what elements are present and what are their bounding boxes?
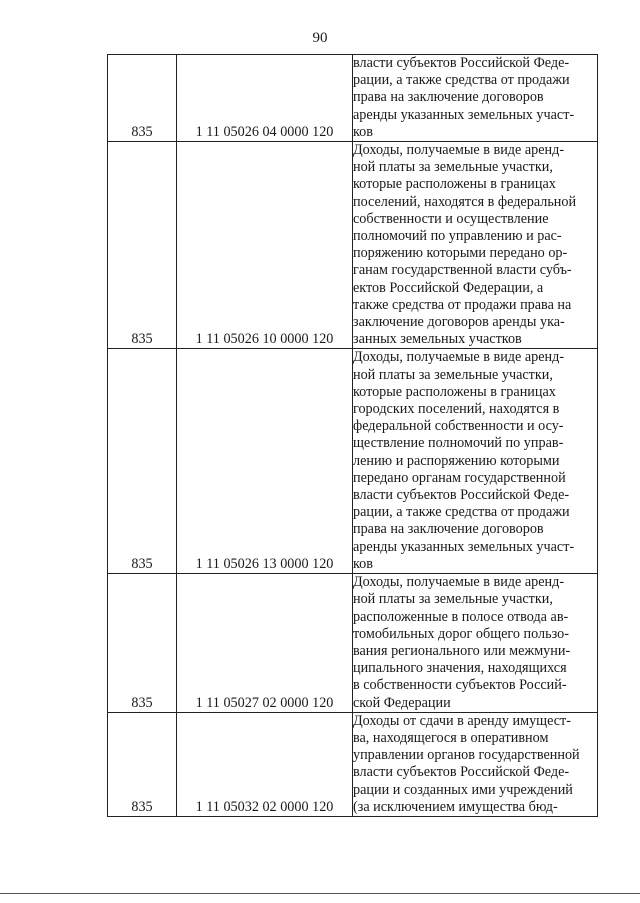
- table-row: [108, 142, 598, 349]
- table-row: [108, 55, 598, 142]
- table-row: [108, 574, 598, 713]
- revenue-code-cell: 1 11 05027 02 0000 120: [177, 574, 353, 713]
- admin-code-cell: 835: [108, 712, 177, 816]
- revenue-code-cell: 1 11 05026 10 0000 120: [177, 142, 353, 349]
- revenue-description-cell: Доходы, получаемые в виде аренд- ной платы за земельные участки, которые расположены в границах поселений, находятся в федеральной собственности и осуществление полномочий по управлению и рас- поряжению которыми передано ор- ганам государственной власти субъ- ектов Российской Федерации, а также средства от продажи права на заключение договоров аренды ука- занных земельных участков: [353, 142, 598, 349]
- revenue-code-cell: 1 11 05026 04 0000 120: [177, 55, 353, 142]
- revenue-code-cell: 1 11 05026 13 0000 120: [177, 349, 353, 574]
- admin-code-cell: 835: [108, 142, 177, 349]
- revenue-description-cell: Доходы, получаемые в виде аренд- ной платы за земельные участки, расположенные в полосе отвода ав- томобильных дорог общего пользо- вания регионального или межмуни- ципального значения, находящихся в собственности субъектов Россий- ской Федерации: [353, 574, 598, 713]
- admin-code-cell: 835: [108, 574, 177, 713]
- revenue-description-cell: власти субъектов Российской Феде- рации, а также средства от продажи права на заключение договоров аренды указанных земельных участ- ков: [353, 55, 598, 142]
- table-row: [108, 712, 598, 816]
- revenue-description-cell: Доходы, получаемые в виде аренд- ной платы за земельные участки, которые расположены в границах городских поселений, находятся в федеральной собственности и осу- ществление полномочий по управ- лению и распоряжению которыми передано органам государственной власти субъектов Российской Феде- рации, а также средства от продажи права на заключение договоров аренды указанных земельных участ- ков: [353, 349, 598, 574]
- admin-code-cell: 835: [108, 349, 177, 574]
- budget-classification-table: [107, 54, 598, 817]
- admin-code-cell: 835: [108, 55, 177, 142]
- page-bottom-rule: [0, 893, 640, 894]
- revenue-code-cell: 1 11 05032 02 0000 120: [177, 712, 353, 816]
- revenue-description-cell: Доходы от сдачи в аренду имущест- ва, находящегося в оперативном управлении органов государственной власти субъектов Российской Феде- рации и созданных ими учреждений (за исключением имущества бюд-: [353, 712, 598, 816]
- page-number: 90: [312, 30, 328, 46]
- table-row: [108, 349, 598, 574]
